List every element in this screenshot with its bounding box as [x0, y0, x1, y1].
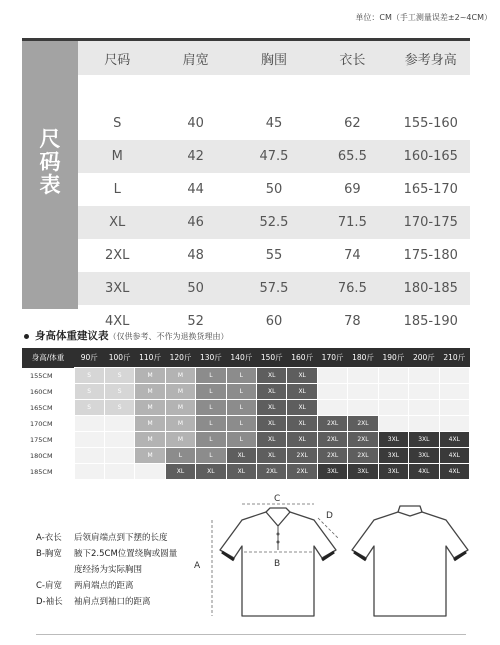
polo-back-icon: [352, 506, 468, 616]
height-label: 160CM: [22, 384, 74, 400]
size-suggestion-cell: L: [226, 400, 256, 416]
size-cell: 46: [156, 206, 234, 239]
size-suggestion-cell: 2XL: [257, 464, 287, 480]
weight-header: 180斤: [348, 348, 378, 368]
size-suggestion-cell: L: [226, 432, 256, 448]
polo-shirt-diagram-icon: [190, 492, 470, 624]
size-row: [78, 239, 470, 272]
size-suggestion-cell: M: [165, 400, 195, 416]
size-suggestion-cell: L: [196, 400, 226, 416]
size-suggestion-cell: M: [135, 432, 165, 448]
size-cell: M: [78, 140, 156, 173]
size-cell: 71.5: [313, 206, 391, 239]
size-cell: XL: [78, 206, 156, 239]
size-cell: 2XL: [104, 248, 130, 263]
unit-note: 单位：CM（手工测量误差±2~4CM）: [355, 13, 492, 22]
size-suggestion-cell: 4XL: [439, 448, 469, 464]
weight-header: 140斤: [226, 348, 256, 368]
size-row: [78, 140, 470, 173]
weight-header: 150斤: [257, 348, 287, 368]
size-cell: 60: [265, 314, 283, 329]
weight-header: 110斤: [135, 348, 165, 368]
size-suggestion-cell: XL: [287, 416, 317, 432]
size-row: [78, 272, 470, 305]
size-suggestion-cell: [104, 432, 134, 448]
size-suggestion-cell: 4XL: [439, 432, 469, 448]
legend-text: 后领肩端点到下摆的长度: [74, 533, 168, 543]
legend-text: 腋下2.5CM位置绕胸或圆量: [74, 549, 178, 559]
height-row: [22, 464, 470, 480]
size-cell: 44: [187, 182, 204, 197]
size-header-cell: 尺码: [78, 41, 156, 75]
weight-header: 210斤: [439, 348, 469, 368]
size-cell: 74: [344, 248, 361, 263]
height-row: [22, 416, 470, 432]
size-cell: 155-160: [403, 116, 458, 131]
size-suggestion-cell: [74, 432, 104, 448]
size-suggestion-cell: [409, 368, 439, 384]
size-cell: 69: [344, 182, 361, 197]
height-row: [22, 400, 470, 416]
size-header-cell: 参考身高: [392, 41, 470, 75]
size-cell: 52: [187, 314, 204, 329]
size-suggestion-cell: 2XL: [317, 432, 347, 448]
size-suggestion-cell: M: [165, 432, 195, 448]
size-cell: 42: [156, 140, 234, 173]
size-cell: 40: [187, 116, 204, 131]
size-suggestion-cell: L: [226, 368, 256, 384]
size-suggestion-cell: XL: [165, 464, 195, 480]
size-cell: 45: [265, 116, 283, 131]
spacer-cell: [313, 75, 391, 107]
size-suggestion-cell: 2XL: [287, 448, 317, 464]
weight-header: 190斤: [378, 348, 408, 368]
size-suggestion-cell: 2XL: [317, 416, 347, 432]
weight-header: 130斤: [196, 348, 226, 368]
size-suggestion-cell: L: [196, 368, 226, 384]
size-suggestion-cell: 3XL: [378, 448, 408, 464]
spacer-cell: [156, 75, 234, 107]
size-suggestion-cell: [409, 384, 439, 400]
legend-text: 袖肩点到袖口的距离: [74, 597, 151, 607]
size-suggestion-cell: M: [135, 416, 165, 432]
size-suggestion-cell: [439, 384, 469, 400]
diagram-label-b: B: [274, 559, 281, 569]
size-suggestion-cell: [317, 368, 347, 384]
size-suggestion-cell: 4XL: [409, 464, 439, 480]
height-weight-table: [22, 348, 470, 480]
size-cell: 76.5: [313, 272, 391, 305]
size-suggestion-cell: XL: [257, 416, 287, 432]
size-suggestion-cell: XL: [257, 384, 287, 400]
size-row: [78, 173, 470, 206]
height-label: 185CM: [22, 464, 74, 480]
height-row: [22, 368, 470, 384]
size-cell: 3XL: [78, 272, 156, 305]
height-row: [22, 384, 470, 400]
size-cell: 170-175: [392, 206, 470, 239]
size-suggestion-cell: 3XL: [378, 432, 408, 448]
height-label: 180CM: [22, 448, 74, 464]
size-suggestion-cell: [409, 416, 439, 432]
side-title-char: 表: [39, 173, 61, 197]
size-spacer-row: [78, 75, 470, 107]
legend-item: [36, 594, 177, 610]
size-suggestion-cell: [439, 368, 469, 384]
size-row: [78, 206, 470, 239]
size-suggestion-cell: XL: [257, 448, 287, 464]
weight-header: 120斤: [165, 348, 195, 368]
size-cell: 48: [187, 248, 204, 263]
size-suggestion-cell: [378, 416, 408, 432]
size-suggestion-cell: [378, 368, 408, 384]
size-suggestion-cell: [348, 368, 378, 384]
size-cell: 47.5: [235, 140, 313, 173]
size-suggestion-cell: [409, 400, 439, 416]
size-cell: 62: [344, 116, 361, 131]
size-suggestion-cell: XL: [257, 400, 287, 416]
measurement-legend: [36, 530, 177, 610]
spacer-cell: [392, 75, 470, 107]
size-suggestion-cell: [74, 448, 104, 464]
size-suggestion-cell: XL: [257, 368, 287, 384]
size-cell: 180-185: [392, 272, 470, 305]
diagram-label-d: D: [326, 511, 333, 521]
size-suggestion-cell: 3XL: [409, 432, 439, 448]
weight-header: 200斤: [409, 348, 439, 368]
height-label: 170CM: [22, 416, 74, 432]
size-suggestion-cell: M: [165, 416, 195, 432]
size-cell: 50: [156, 272, 234, 305]
size-suggestion-cell: [378, 384, 408, 400]
weight-header: 160斤: [287, 348, 317, 368]
size-suggestion-cell: L: [196, 432, 226, 448]
legend-key: C-肩宽: [36, 581, 63, 591]
size-suggestion-cell: M: [135, 448, 165, 464]
diagram-label-c: C: [274, 494, 281, 504]
size-suggestion-cell: XL: [257, 432, 287, 448]
weight-header: 100斤: [104, 348, 134, 368]
size-suggestion-cell: S: [74, 384, 104, 400]
size-suggestion-cell: M: [135, 384, 165, 400]
size-suggestion-cell: S: [104, 368, 134, 384]
button-dot: [277, 541, 280, 544]
legend-key: A-衣长: [36, 533, 62, 543]
recommendation-title: [24, 328, 229, 343]
height-row: [22, 432, 470, 448]
size-suggestion-cell: [348, 400, 378, 416]
height-label: 175CM: [22, 432, 74, 448]
size-cell: 52.5: [235, 206, 313, 239]
size-suggestion-cell: 4XL: [439, 464, 469, 480]
corner-header: 身高/体重: [22, 348, 74, 368]
size-suggestion-cell: S: [104, 400, 134, 416]
legend-key: B-胸宽: [36, 549, 62, 559]
size-suggestion-cell: 3XL: [378, 464, 408, 480]
size-suggestion-cell: M: [165, 384, 195, 400]
size-chart-table: [78, 41, 470, 338]
size-suggestion-cell: [104, 448, 134, 464]
size-cell: 185-190: [403, 314, 458, 329]
size-suggestion-cell: [104, 416, 134, 432]
size-cell: 55: [265, 248, 283, 263]
size-suggestion-cell: [348, 384, 378, 400]
size-suggestion-cell: [135, 464, 165, 480]
size-suggestion-cell: L: [226, 416, 256, 432]
weight-header: 170斤: [317, 348, 347, 368]
size-suggestion-cell: 2XL: [348, 416, 378, 432]
size-suggestion-cell: XL: [287, 400, 317, 416]
side-title-char: 尺: [39, 127, 61, 151]
size-suggestion-cell: S: [74, 400, 104, 416]
button-dot: [277, 533, 280, 536]
legend-key: D-袖长: [36, 597, 63, 607]
size-suggestion-cell: XL: [287, 368, 317, 384]
size-suggestion-cell: [317, 384, 347, 400]
size-suggestion-cell: XL: [287, 384, 317, 400]
size-suggestion-cell: 2XL: [317, 448, 347, 464]
size-cell: L: [113, 182, 121, 197]
height-row: [22, 448, 470, 464]
spacer-cell: [78, 75, 156, 107]
size-row: [78, 107, 470, 140]
diagram-label-a: A: [194, 561, 201, 571]
size-suggestion-cell: 3XL: [348, 464, 378, 480]
size-header-cell: 胸围: [235, 41, 313, 75]
weight-header: 90斤: [74, 348, 104, 368]
size-chart-side-title: [22, 128, 78, 197]
legend-item: [36, 530, 177, 546]
size-suggestion-cell: L: [196, 448, 226, 464]
size-suggestion-cell: [74, 464, 104, 480]
size-suggestion-cell: M: [165, 368, 195, 384]
spacer-cell: [235, 75, 313, 107]
size-suggestion-cell: XL: [226, 448, 256, 464]
size-suggestion-cell: XL: [287, 432, 317, 448]
size-suggestion-cell: [378, 400, 408, 416]
size-cell: 50: [265, 182, 283, 197]
size-suggestion-cell: S: [104, 384, 134, 400]
legend-text: 两肩端点的距离: [74, 581, 134, 591]
size-suggestion-cell: S: [74, 368, 104, 384]
recommendation-subtitle: （仅供参考、不作为退换货理由）: [108, 332, 229, 341]
size-header-row: [78, 41, 470, 75]
bottom-divider: [36, 634, 466, 635]
size-suggestion-cell: 3XL: [317, 464, 347, 480]
size-suggestion-cell: L: [165, 448, 195, 464]
size-suggestion-cell: [317, 400, 347, 416]
size-suggestion-cell: 2XL: [348, 432, 378, 448]
size-cell: 175-180: [403, 248, 458, 263]
size-suggestion-cell: XL: [226, 464, 256, 480]
size-cell: 165-170: [403, 182, 458, 197]
height-label: 165CM: [22, 400, 74, 416]
size-suggestion-cell: 3XL: [409, 448, 439, 464]
size-suggestion-cell: L: [196, 416, 226, 432]
size-header-cell: 肩宽: [156, 41, 234, 75]
size-suggestion-cell: L: [196, 384, 226, 400]
size-suggestion-cell: M: [135, 368, 165, 384]
bullet-dot: [24, 334, 29, 339]
size-suggestion-cell: [104, 464, 134, 480]
size-cell: 4XL: [104, 314, 130, 329]
size-suggestion-cell: L: [226, 384, 256, 400]
side-title-char: 码: [39, 150, 61, 174]
size-suggestion-cell: XL: [196, 464, 226, 480]
size-cell: 57.5: [235, 272, 313, 305]
size-suggestion-cell: 2XL: [287, 464, 317, 480]
size-cell: 160-165: [392, 140, 470, 173]
size-cell: 65.5: [313, 140, 391, 173]
size-cell: S: [113, 116, 122, 131]
size-suggestion-cell: [439, 400, 469, 416]
size-suggestion-cell: [439, 416, 469, 432]
recommendation-title-text: 身高体重建议表: [35, 330, 109, 342]
size-suggestion-cell: 2XL: [348, 448, 378, 464]
height-label: 155CM: [22, 368, 74, 384]
legend-item-continued: 度经扬为实际胸围: [74, 565, 143, 575]
size-header-cell: 衣长: [313, 41, 391, 75]
legend-item: [36, 578, 177, 594]
size-suggestion-cell: M: [135, 400, 165, 416]
size-suggestion-cell: [74, 416, 104, 432]
size-cell: 78: [344, 314, 361, 329]
legend-item: [36, 546, 177, 562]
